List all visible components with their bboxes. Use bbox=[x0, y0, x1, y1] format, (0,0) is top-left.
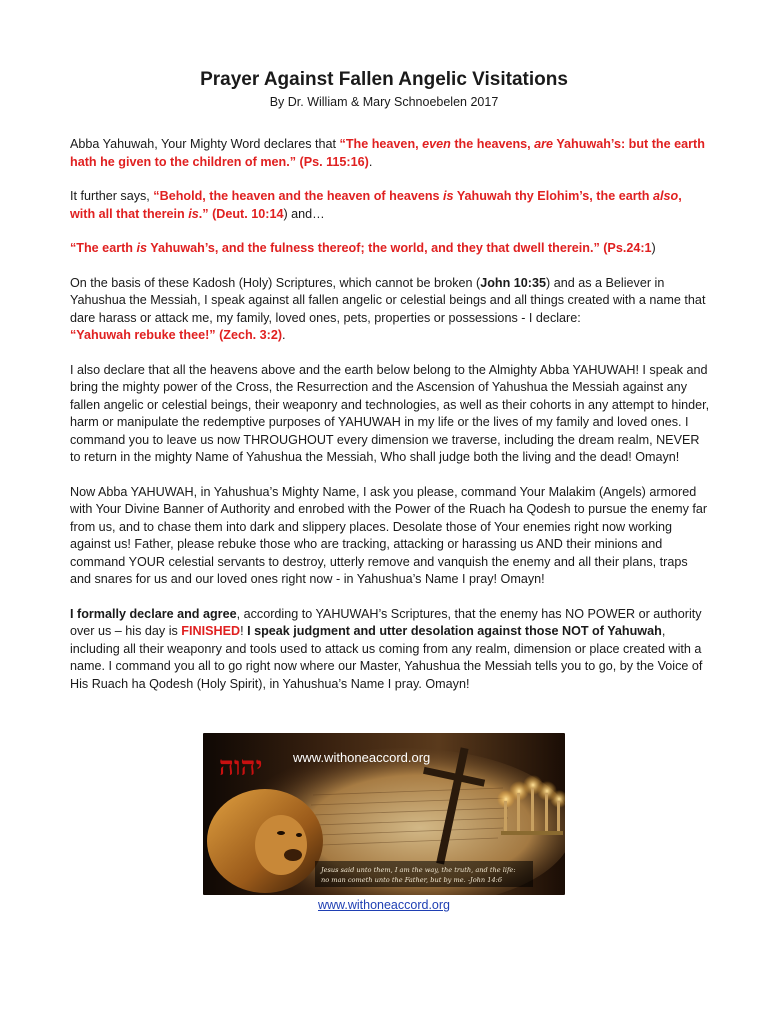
text-run: On the basis of these Kadosh (Holy) Scriptures, which cannot be broken ( bbox=[70, 275, 481, 290]
text-run: It further says, bbox=[70, 189, 154, 203]
paragraph-3 bbox=[70, 240, 710, 258]
document-byline: By Dr. William & Mary Schnoebelen 2017 bbox=[269, 95, 499, 109]
withoneaccord-banner-image bbox=[203, 733, 565, 895]
document-title: Prayer Against Fallen Angelic Visitations bbox=[200, 69, 568, 90]
text-run: , according to YAHUWAH’s Scriptures, that the enemy has NO POWER or authority over us – his day is bbox=[70, 606, 702, 638]
judgment-emphasis: I speak judgment and utter desolation against those NOT of Yahuwah bbox=[247, 624, 662, 638]
paragraph-4 bbox=[70, 275, 710, 345]
scripture-quote: “Yahuwah rebuke thee!” (Zech. 3:2) bbox=[70, 328, 283, 342]
text-run: Abba Yahuwah, Your Mighty Word declares that bbox=[70, 137, 340, 151]
paragraph-6: Now Abba YAHUWAH, in Yahushua’s Mighty Name, I ask you please, command Your Malakim (Angels) armored with Your Divine Banner of Authority and enrobed with the Power of the Ruach ha Qodesh to pursue the enemy far from us, and to chase them into dark and slippery places. Desolate those of Your enemies right now working against us! Father, please rebuke those who are tracking, attacking or harassing us AND their minions and command YOUR celestial servants to destroy, utterly remove and vanquish the enemy and all their plans, traps and snares for us and our loved ones right now - in Yahushua’s Name I pray! Omayn! bbox=[70, 484, 708, 586]
scripture-reference: John 10:35 bbox=[480, 275, 547, 290]
hebrew-name-text: יהוה bbox=[219, 752, 263, 782]
verse-line-2: no man cometh unto the Father, but by me. -John 14:6 bbox=[321, 876, 503, 884]
paragraph-5: I also declare that all the heavens above and the earth below belong to the Almighty Abba YAHUWAH! I speak and bring the mighty power of the Cross, the Resurrection and the Ascension of Yahushua the Messiah against any fallen angelic or celestial beings, their weaponry and technologies, as well as their cohorts in any attempt to hinder, harm or manipulate the redemptive purposes of YAHUWAH in my life or the lives of my family and loved ones. I command you to leave us now THROUGHOUT every dimension we traverse, including the dream realm, NEVER to return in the mighty Name of Yahushua the Messiah, Who shall judge both the living and the dead! Omayn! bbox=[70, 362, 710, 464]
banner-url-text: www.withoneaccord.org bbox=[293, 750, 431, 765]
finished-emphasis: FINISHED bbox=[181, 624, 241, 638]
text-run: ) bbox=[651, 241, 656, 255]
text-run: ) and as a Believer in Yahushua the Messiah, I speak against all fallen angelic or celestial beings and all things created with a name that dare harass or attack me, my family, loved ones, pets, properties or possessions - I declare: bbox=[70, 275, 706, 325]
verse-line-1: Jesus said unto them, I am the way, the truth, and the life: bbox=[321, 866, 516, 874]
text-run: . bbox=[368, 154, 373, 169]
text-run: ) and… bbox=[283, 206, 325, 221]
footer-link-row bbox=[0, 897, 768, 913]
paragraph-7 bbox=[70, 606, 710, 694]
scripture-quote: “The earth is Yahuwah’s, and the fulness thereof; the world, and they that dwell therein.” (Ps.24:1 bbox=[70, 241, 652, 255]
paragraph-2 bbox=[70, 188, 710, 223]
scripture-quote: “The heaven, even the heavens, are Yahuwah’s: but the earth hath he given to the children of men.” (Ps. 115:16) bbox=[70, 137, 705, 169]
withoneaccord-link[interactable]: www.withoneaccord.org bbox=[317, 898, 450, 912]
document-body bbox=[70, 136, 710, 710]
declaration-emphasis: I formally declare and agree bbox=[70, 606, 237, 621]
text-run: ! bbox=[240, 624, 248, 638]
text-run: , including all their weaponry and tools used to attack us coming from any realm, dimension or place created with a name. I command you all to go right now where our Master, Yahushua the Messiah tells you to go, by the Voice of His Ruach ha Qodesh (Holy Spirit), in Yahushua’s Name I pray. Omayn! bbox=[70, 624, 703, 691]
paragraph-1 bbox=[70, 136, 710, 171]
text-run: . bbox=[282, 328, 286, 342]
scripture-quote: “Behold, the heaven and the heaven of heavens is Yahuwah thy Elohim’s, the earth also, with all that therein is.” (Deut. 10:14 bbox=[70, 189, 682, 221]
